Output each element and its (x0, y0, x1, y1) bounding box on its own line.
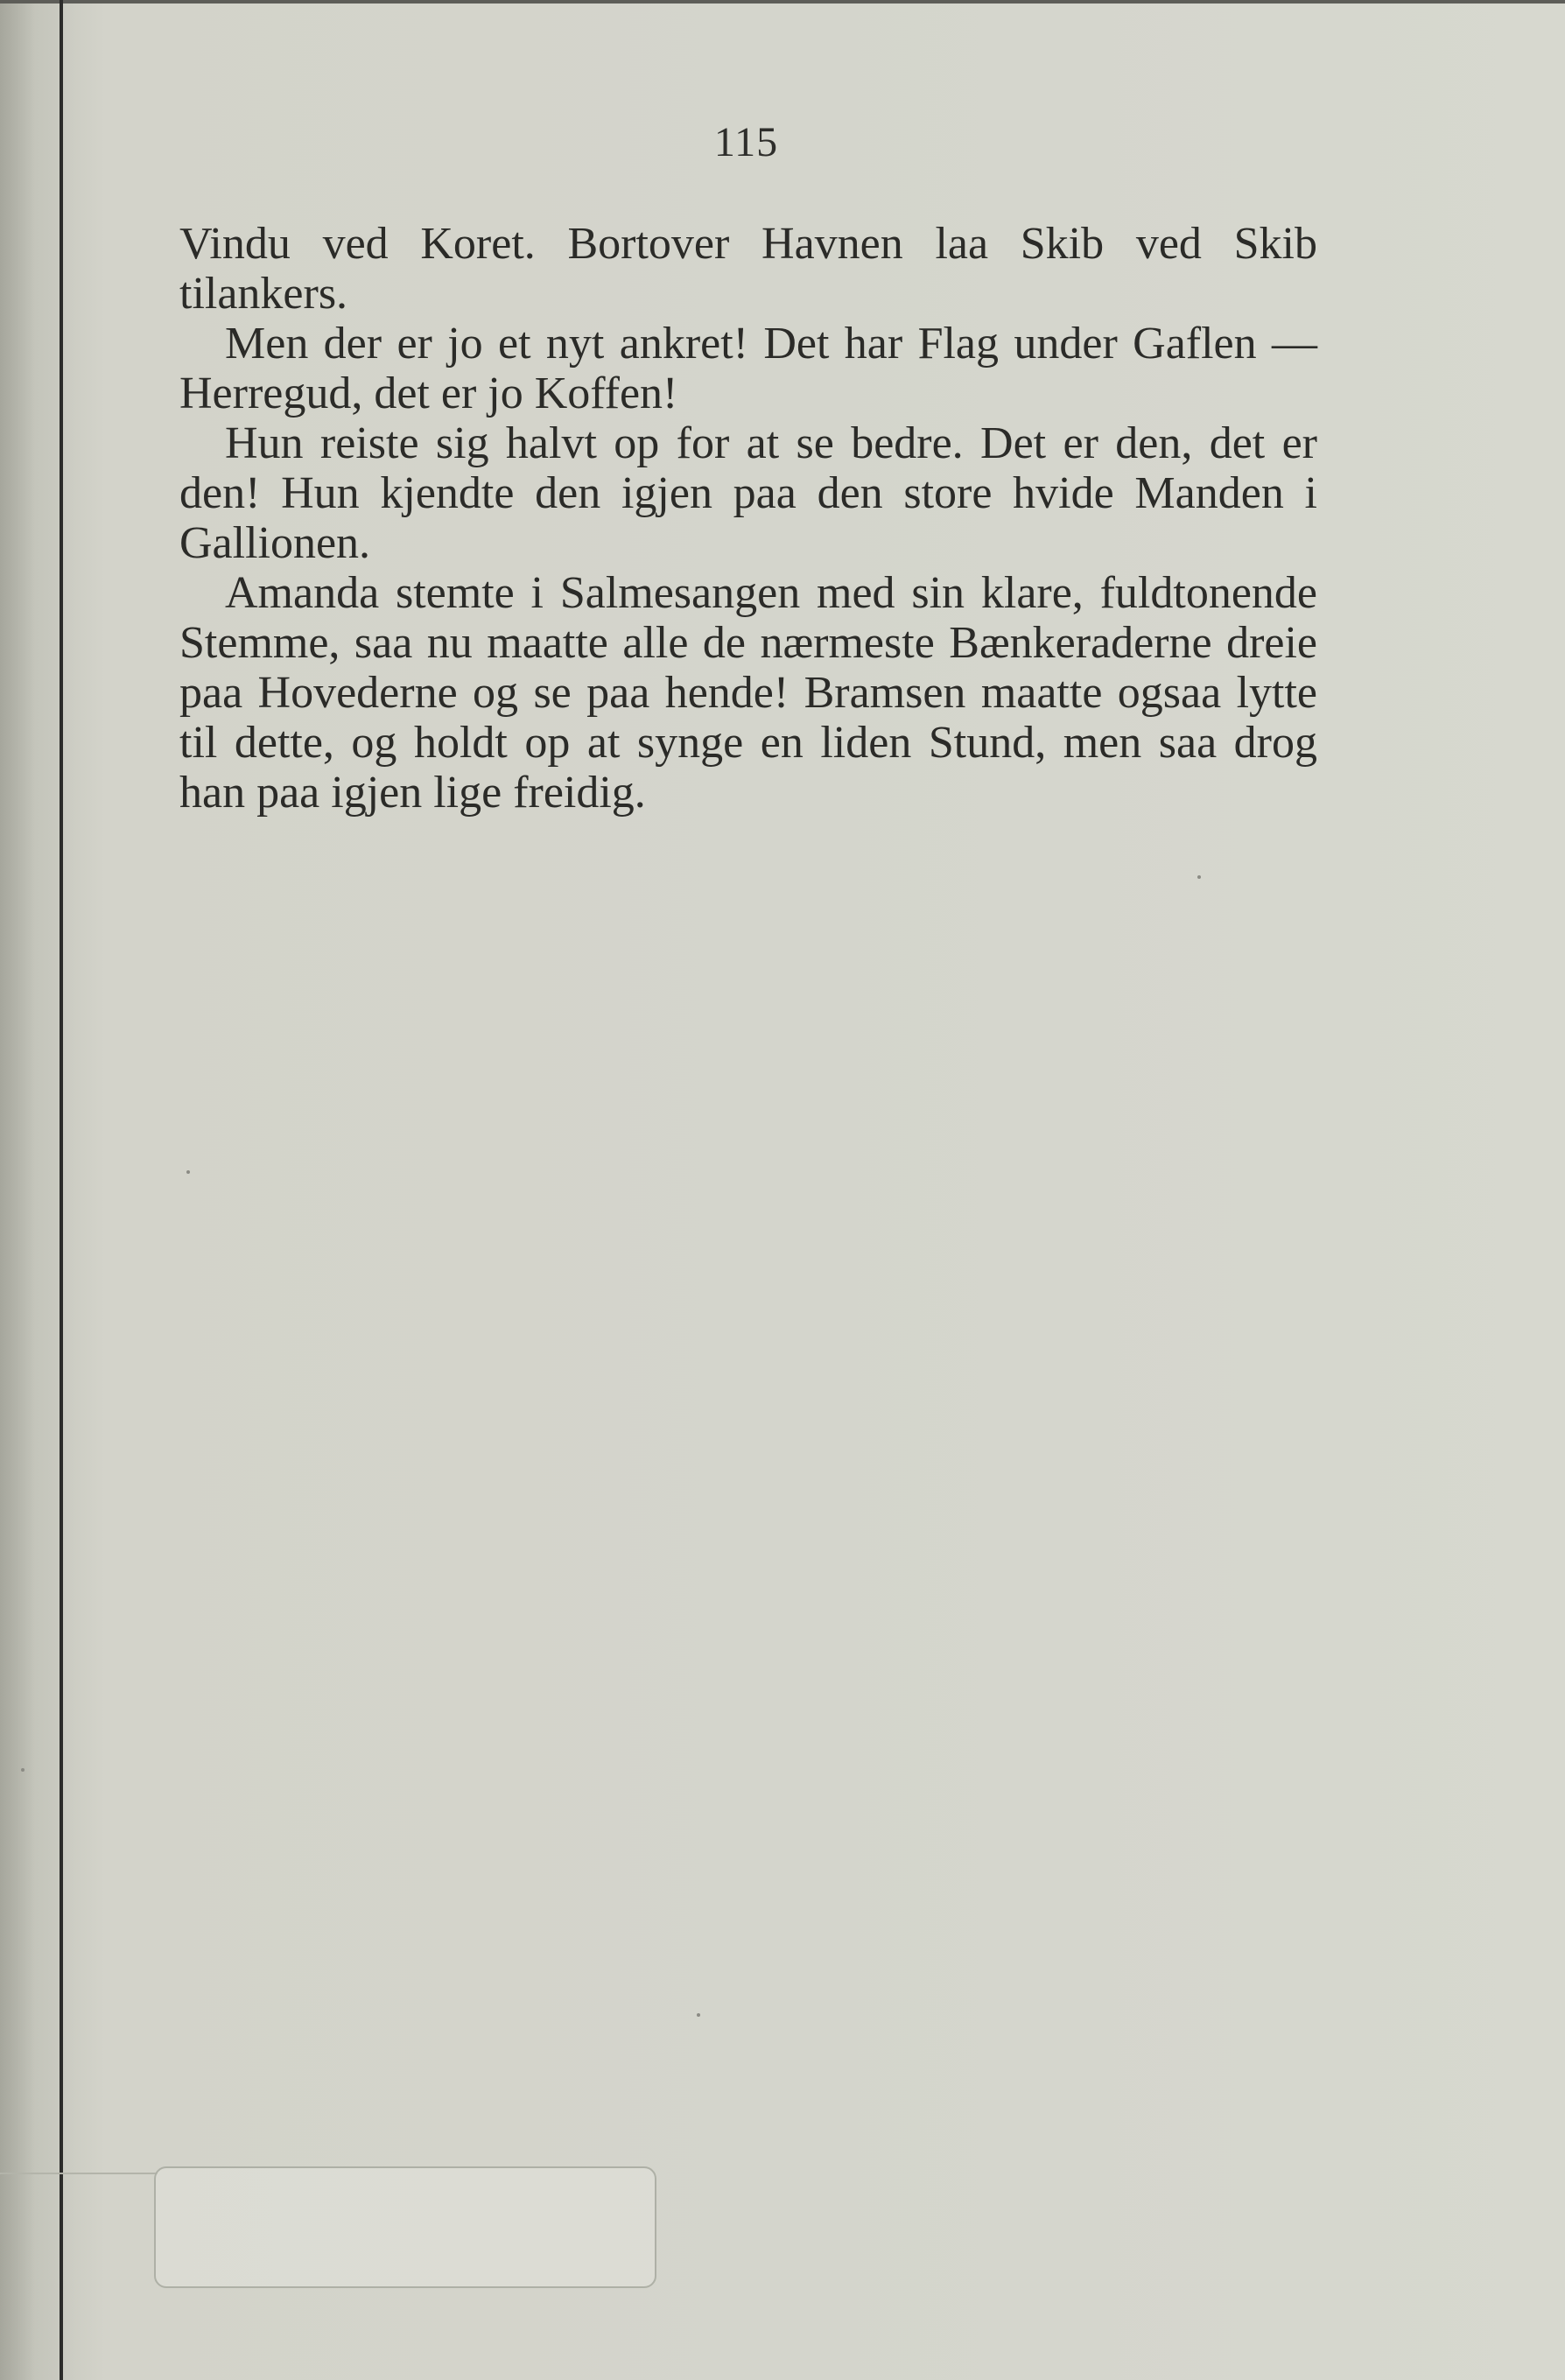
binding-line (60, 0, 63, 2380)
library-stamp-outline (154, 2166, 656, 2288)
paragraph: Hun reiste sig halvt op for at se bedre. Det er den, det er den! Hun kjendte den igjen paa den store hvide Manden i Gallionen. (179, 418, 1317, 568)
body-text (179, 219, 1317, 818)
gutter-shadow (0, 0, 79, 2380)
paper-speck (1197, 875, 1201, 879)
paper-speck (697, 2013, 700, 2017)
paper-speck (21, 1768, 25, 1772)
paragraph: Vindu ved Koret. Bortover Havnen laa Skib ved Skib tilankers. (179, 219, 1317, 319)
paragraph: Men der er jo et nyt ankret! Det har Flag under Gaflen — Herregud, det er jo Koffen! (179, 319, 1317, 418)
paper-speck (186, 1170, 190, 1174)
page-top-edge (0, 0, 1565, 4)
paragraph: Amanda stemte i Salmesangen med sin klare, fuldtonende Stemme, saa nu maatte alle de nærmeste Bænkeraderne dreie paa Hovederne og se paa hende! Bramsen maatte ogsaa lytte til dette, og holdt op at synge en liden Stund, men saa drog han paa igjen lige freidig. (179, 568, 1317, 818)
page-number: 115 (713, 119, 779, 165)
stamp-line (0, 2173, 158, 2174)
